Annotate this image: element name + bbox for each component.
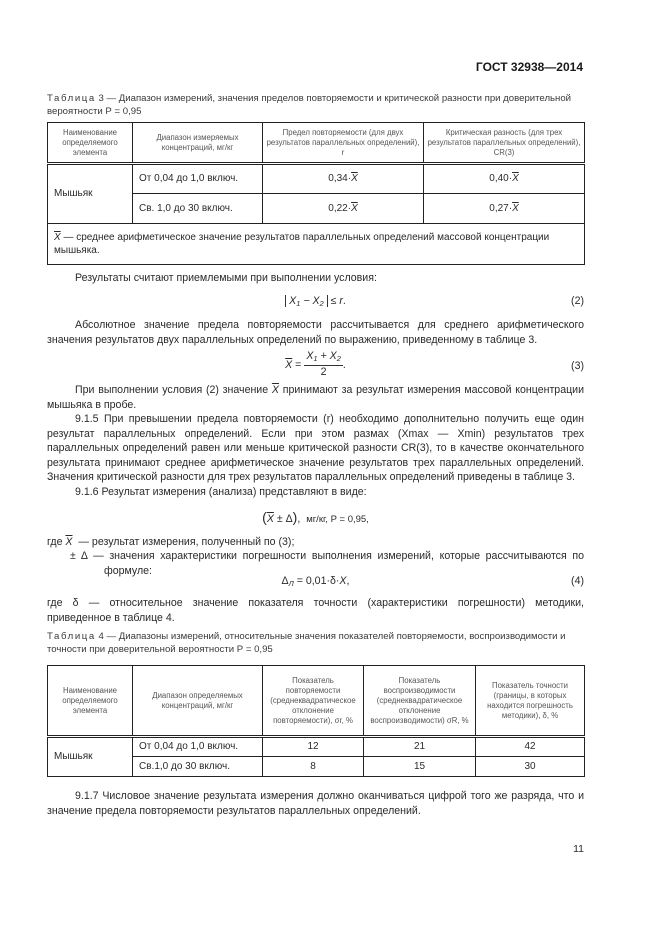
paragraph-abs-value: Абсолютное значение предела повторяемости рассчитывается для среднего арифметического значения результатов двух параллельных определений по выражению, приведенному в таблице 3.	[47, 319, 584, 346]
x-bar-symbol: $\overline{X}$	[65, 536, 73, 548]
x-bar-symbol: $\overline{X}$	[54, 232, 61, 243]
table3-col-range: Диапазон измеряемых концентраций, мг/кг	[133, 123, 263, 164]
where-text: — результат измерения, полученный по (3);	[78, 536, 295, 548]
table4-range-cell: Св.1,0 до 30 включ.	[133, 757, 263, 777]
table4-range-cell: От 0,04 до 1,0 включ.	[133, 737, 263, 757]
table4-col-repeatability: Показатель повторяемости (среднеквадратическое отклонение повторяемости), σr, %	[263, 666, 364, 737]
table3-range-cell: Св. 1,0 до 30 включ.	[133, 194, 263, 224]
table4-caption-label: Таблица	[47, 631, 96, 642]
table4-col-element: Наименование определяемого элемента	[48, 666, 133, 737]
table3-col-critical-diff: Критическая разность (для трех результатов параллельных определений), CR(3)	[424, 123, 585, 164]
note-text: — среднее арифметическое значение результатов параллельных определений массовой концентрации мышьяка.	[54, 232, 550, 256]
x-bar-symbol: $\overline{X}$	[271, 384, 279, 396]
delta-symbol: ± Δ	[70, 550, 88, 562]
table4-col-accuracy: Показатель точности (границы, в которых находится погрешность методики), δ, %	[476, 666, 585, 737]
table3-caption-label: Таблица	[47, 93, 96, 104]
table3-r-cell	[263, 194, 424, 224]
table4-col-range: Диапазон определяемых концентраций, мг/кг	[133, 666, 263, 737]
formula-4-number: (4)	[571, 575, 584, 587]
paragraph-9-1-5: 9.1.5 При превышении предела повторяемости (r) необходимо дополнительно получить еще один результат параллельных определений. Если при этом размах (Xmax — Xmin) результатов трех параллельных определений равен или меньше критической разности CR(3), то в качестве окончательного результата принимают среднее арифметическое значение результатов трех параллельных определений. Значения критической разности для трех результатов параллельных определений приведены в таблице 3.	[47, 413, 584, 483]
table4	[47, 665, 585, 777]
coef: 0,34·	[328, 173, 352, 184]
text: принимают за результат измерения массовой концентрации мышьяка в пробе.	[47, 384, 584, 411]
formula-4	[47, 574, 584, 592]
where-prefix: где	[47, 536, 63, 548]
where-text: — значения характеристики погрешности выполнения измерений, которые рассчитываются по формуле:	[93, 550, 584, 577]
table4-header-row	[48, 666, 585, 737]
table3-note	[48, 224, 585, 265]
paragraph-9-1-6: 9.1.6 Результат измерения (анализа) представляют в виде:	[75, 486, 367, 498]
formula-4-expr: $\Delta_Л = 0,01\cdot\delta\cdot X$,	[281, 575, 350, 588]
table3-caption	[47, 92, 584, 118]
table3-col-repeatability: Предел повторяемости (для двух результатов параллельных определений), r	[263, 123, 424, 164]
table3-cr-cell	[424, 194, 585, 224]
result-form	[47, 510, 584, 528]
table4-sigma-r-cell: 12	[263, 737, 364, 757]
table4-caption	[47, 630, 584, 656]
formula-3-number: (3)	[571, 360, 584, 372]
x-bar-symbol: $\overline{X}$	[512, 202, 519, 214]
paragraph-9-1-7: 9.1.7 Числовое значение результата измерения должно оканчиваться цифрой того же разряда, что и значение предела повторяемости результатов параллельных определений.	[47, 790, 584, 817]
table3-col-element: Наименование определяемого элемента	[48, 123, 133, 164]
table4-sigma-R-cell: 21	[364, 737, 476, 757]
table3	[47, 122, 585, 265]
result-units: мг/кг, Р = 0,95,	[306, 514, 369, 525]
paragraph-delta: где δ — относительное значение показателя точности (характеристики погрешности) методики, приведенное в таблице 4.	[47, 597, 584, 624]
formula-2-number: (2)	[571, 295, 584, 307]
table4-delta-cell: 42	[476, 737, 585, 757]
table3-range-cell: От 0,04 до 1,0 включ.	[133, 164, 263, 194]
table4-caption-text: 4 — Диапазоны измерений, относительные значения показателей повторяемости, воспроизводимости и точности при доверительной вероятности Р = 0,95	[47, 631, 566, 655]
formula-2	[47, 294, 584, 312]
table3-cr-cell	[424, 164, 585, 194]
table3-note-row	[48, 224, 585, 265]
table3-header-row	[48, 123, 585, 164]
table4-element-cell: Мышьяк	[48, 737, 133, 777]
text: При выполнении условия (2) значение	[75, 384, 272, 396]
formula-3-expr: $\overline{X}$ = $\frac{X_1 + X_2}{2}$ .	[285, 350, 346, 378]
table3-r-cell	[263, 164, 424, 194]
result-form-expr: $(\overline{X} \pm \Delta)$, мг/кг, Р = 0,95,	[262, 509, 369, 525]
where-x-bar	[47, 535, 584, 550]
table4-sigma-R-cell: 15	[364, 757, 476, 777]
table-row	[48, 737, 585, 757]
table-row	[48, 164, 585, 194]
table3-element-cell: Мышьяк	[48, 164, 133, 224]
table4-delta-cell: 30	[476, 757, 585, 777]
paragraph-result	[47, 383, 584, 412]
coef: 0,27·	[489, 202, 513, 214]
formula-3	[47, 350, 584, 382]
formula-2-expr: $X_1 - X_2 \le r$.	[47, 294, 584, 311]
table4-col-reproducibility: Показатель воспроизводимости (среднеквадратическое отклонение воспроизводимости) σR, %	[364, 666, 476, 737]
x-bar-symbol: $\overline{X}$	[351, 202, 358, 214]
standard-number-header: ГОСТ 32938—2014	[475, 60, 583, 74]
table4-sigma-r-cell: 8	[263, 757, 364, 777]
coef: 0,40·	[489, 173, 513, 184]
paragraph-acceptance: Результаты считают приемлемыми при выполнении условия:	[75, 272, 377, 284]
page-number: 11	[573, 843, 584, 855]
x-bar-symbol: $\overline{X}$	[512, 173, 519, 184]
coef: 0,22·	[328, 202, 352, 214]
x-bar-symbol: $\overline{X}$	[351, 173, 358, 184]
table3-caption-text: 3 — Диапазон измерений, значения пределов повторяемости и критической разности при доверительной вероятности Р = 0,95	[47, 93, 572, 117]
